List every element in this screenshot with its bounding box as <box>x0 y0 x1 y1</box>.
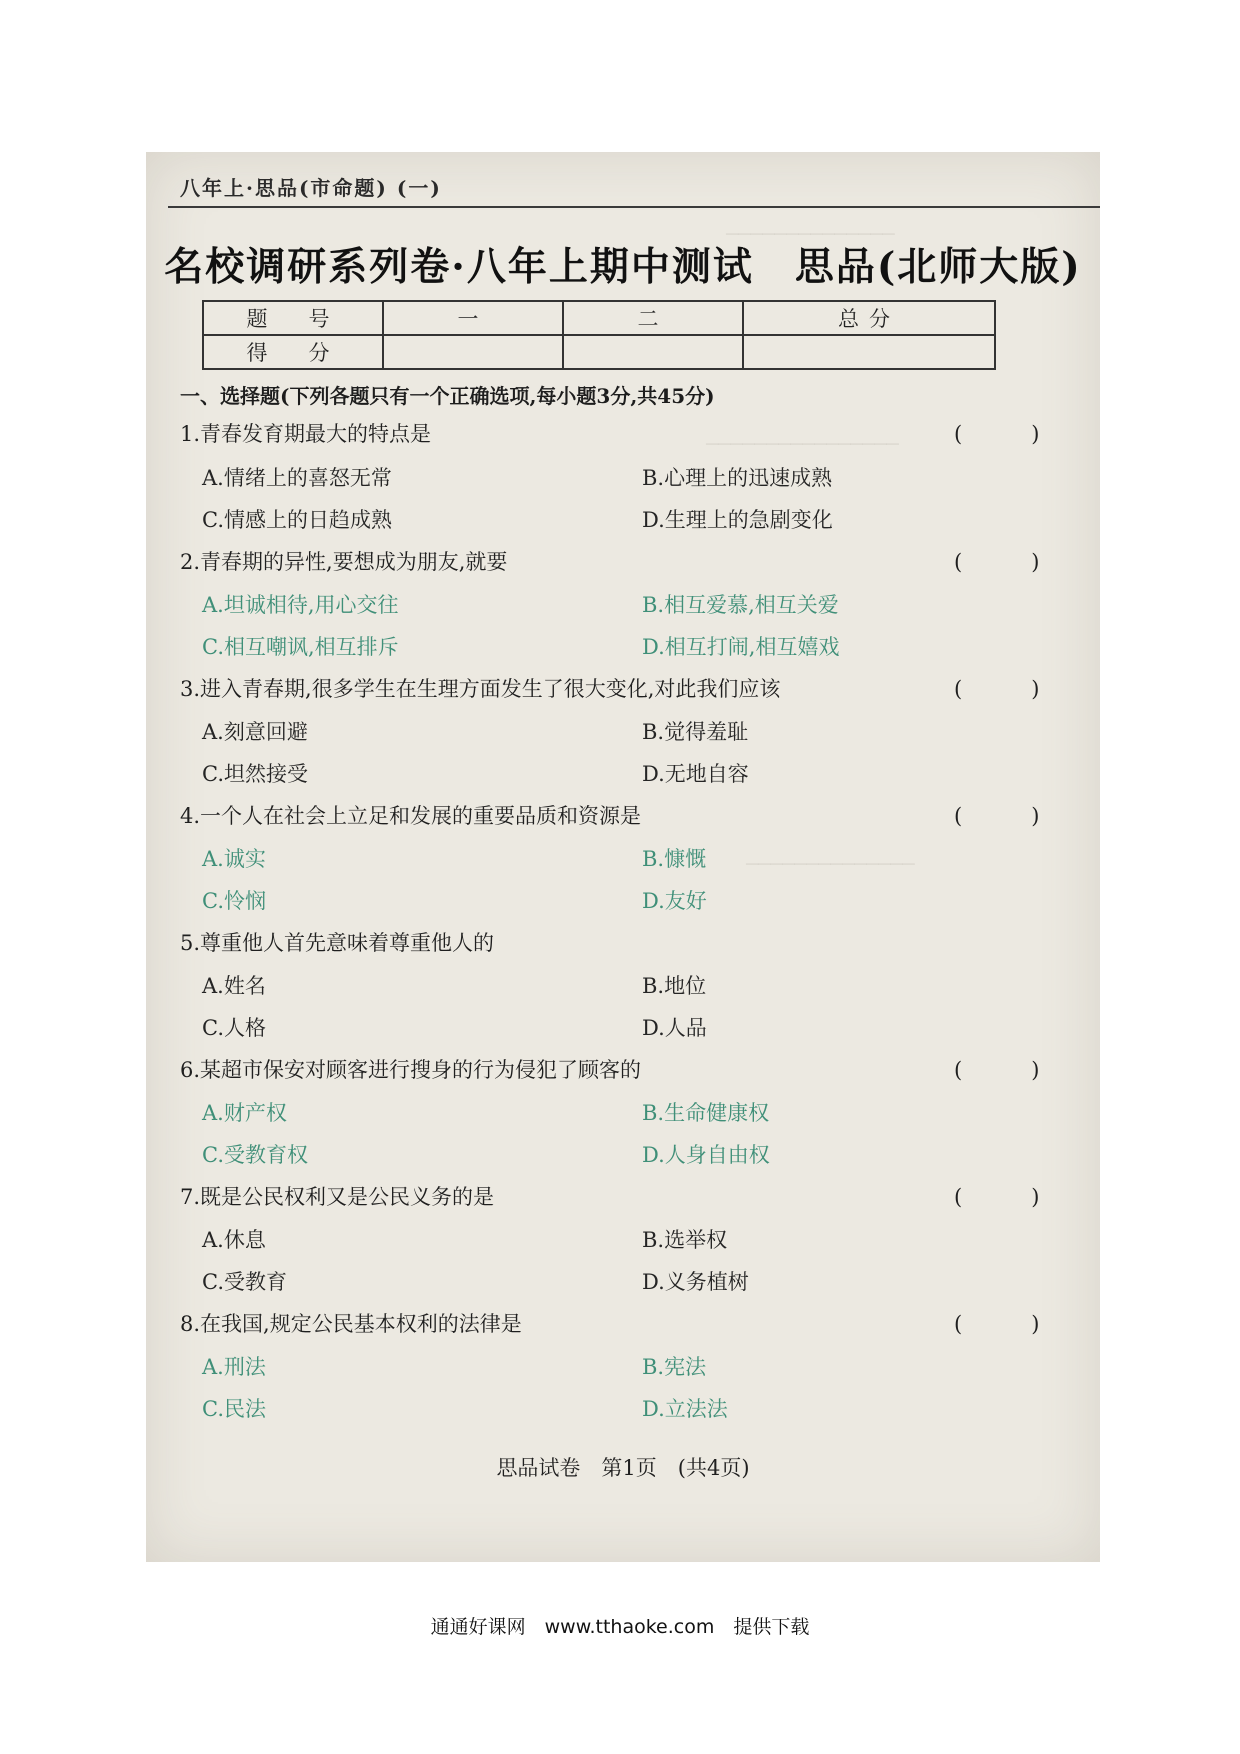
option-a: A.刻意回避 <box>202 720 308 744</box>
option-c: C.情感上的日趋成熟 <box>202 508 392 532</box>
score-table <box>202 300 996 370</box>
question-stem: 2.青春期的异性,要想成为朋友,就要 <box>180 550 508 574</box>
score-cell: 二 <box>563 301 743 335</box>
option-d: D.义务植树 <box>642 1270 749 1294</box>
score-cell <box>743 335 995 369</box>
option-a: A.姓名 <box>202 974 266 998</box>
answer-blank: ( ) <box>954 422 1064 446</box>
option-a: A.休息 <box>202 1228 266 1252</box>
exam-paper <box>146 152 1100 1562</box>
page-footer: 思品试卷 第1页 (共4页) <box>496 1456 750 1480</box>
option-b: B.相互爱慕,相互关爱 <box>642 593 839 617</box>
question-stem: 5.尊重他人首先意味着尊重他人的 <box>180 931 495 955</box>
option-a: A.刑法 <box>202 1355 266 1379</box>
option-c: C.受教育权 <box>202 1143 308 1167</box>
score-cell <box>563 335 743 369</box>
option-c: C.受教育 <box>202 1270 287 1294</box>
answer-blank: ( ) <box>954 804 1064 828</box>
option-b: B.心理上的迅速成熟 <box>642 466 833 490</box>
option-c: C.怜悯 <box>202 889 266 913</box>
option-a: A.诚实 <box>202 847 266 871</box>
option-c: C.民法 <box>202 1397 266 1421</box>
bleed-through-decoration: ────────────── <box>726 222 895 246</box>
answer-blank: ( ) <box>954 1058 1064 1082</box>
score-cell: 总分 <box>743 301 995 335</box>
score-cell: 得 分 <box>203 335 383 369</box>
question-stem: 7.既是公民权利又是公民义务的是 <box>180 1185 495 1209</box>
option-d: D.人品 <box>642 1016 707 1040</box>
header-rule <box>168 206 1100 208</box>
answer-blank: ( ) <box>954 677 1064 701</box>
option-a: A.坦诚相待,用心交往 <box>202 593 399 617</box>
answer-blank: ( ) <box>954 550 1064 574</box>
section-heading: 一、选择题(下列各题只有一个正确选项,每小题3分,共45分) <box>180 384 715 408</box>
question-stem: 8.在我国,规定公民基本权利的法律是 <box>180 1312 522 1336</box>
option-c: C.人格 <box>202 1016 266 1040</box>
score-cell <box>383 335 563 369</box>
source-credit: 通通好课网 www.tthaoke.com 提供下载 <box>430 1616 810 1638</box>
option-b: B.慷慨 <box>642 847 707 871</box>
option-d: D.相互打闹,相互嬉戏 <box>642 635 840 659</box>
question-stem: 3.进入青春期,很多学生在生理方面发生了很大变化,对此我们应该 <box>180 677 781 701</box>
answer-blank: ( ) <box>954 1185 1064 1209</box>
score-table-score-row <box>203 335 995 369</box>
option-b: B.觉得羞耻 <box>642 720 749 744</box>
bleed-through-decoration: ────────────── <box>746 852 915 876</box>
question-stem: 6.某超市保安对顾客进行搜身的行为侵犯了顾客的 <box>180 1058 642 1082</box>
option-d: D.无地自容 <box>642 762 749 786</box>
exam-title: 名校调研系列卷·八年上期中测试 思品(北师大版) <box>164 244 1082 290</box>
option-b: B.地位 <box>642 974 707 998</box>
bleed-through-decoration: ──────────────── <box>706 432 899 456</box>
option-d: D.友好 <box>642 889 707 913</box>
question-stem: 4.一个人在社会上立足和发展的重要品质和资源是 <box>180 804 642 828</box>
option-b: B.宪法 <box>642 1355 707 1379</box>
option-a: A.财产权 <box>202 1101 287 1125</box>
option-d: D.人身自由权 <box>642 1143 770 1167</box>
score-table-header-row <box>203 301 995 335</box>
question-stem: 1.青春发育期最大的特点是 <box>180 422 432 446</box>
option-c: C.坦然接受 <box>202 762 308 786</box>
score-cell: 题 号 <box>203 301 383 335</box>
option-b: B.选举权 <box>642 1228 728 1252</box>
answer-blank: ( ) <box>954 1312 1064 1336</box>
option-c: C.相互嘲讽,相互排斥 <box>202 635 399 659</box>
option-b: B.生命健康权 <box>642 1101 770 1125</box>
option-a: A.情绪上的喜怒无常 <box>202 466 392 490</box>
option-d: D.生理上的急剧变化 <box>642 508 833 532</box>
option-d: D.立法法 <box>642 1397 728 1421</box>
series-header: 八年上·思品(市命题) (一) <box>180 176 442 200</box>
score-cell: 一 <box>383 301 563 335</box>
